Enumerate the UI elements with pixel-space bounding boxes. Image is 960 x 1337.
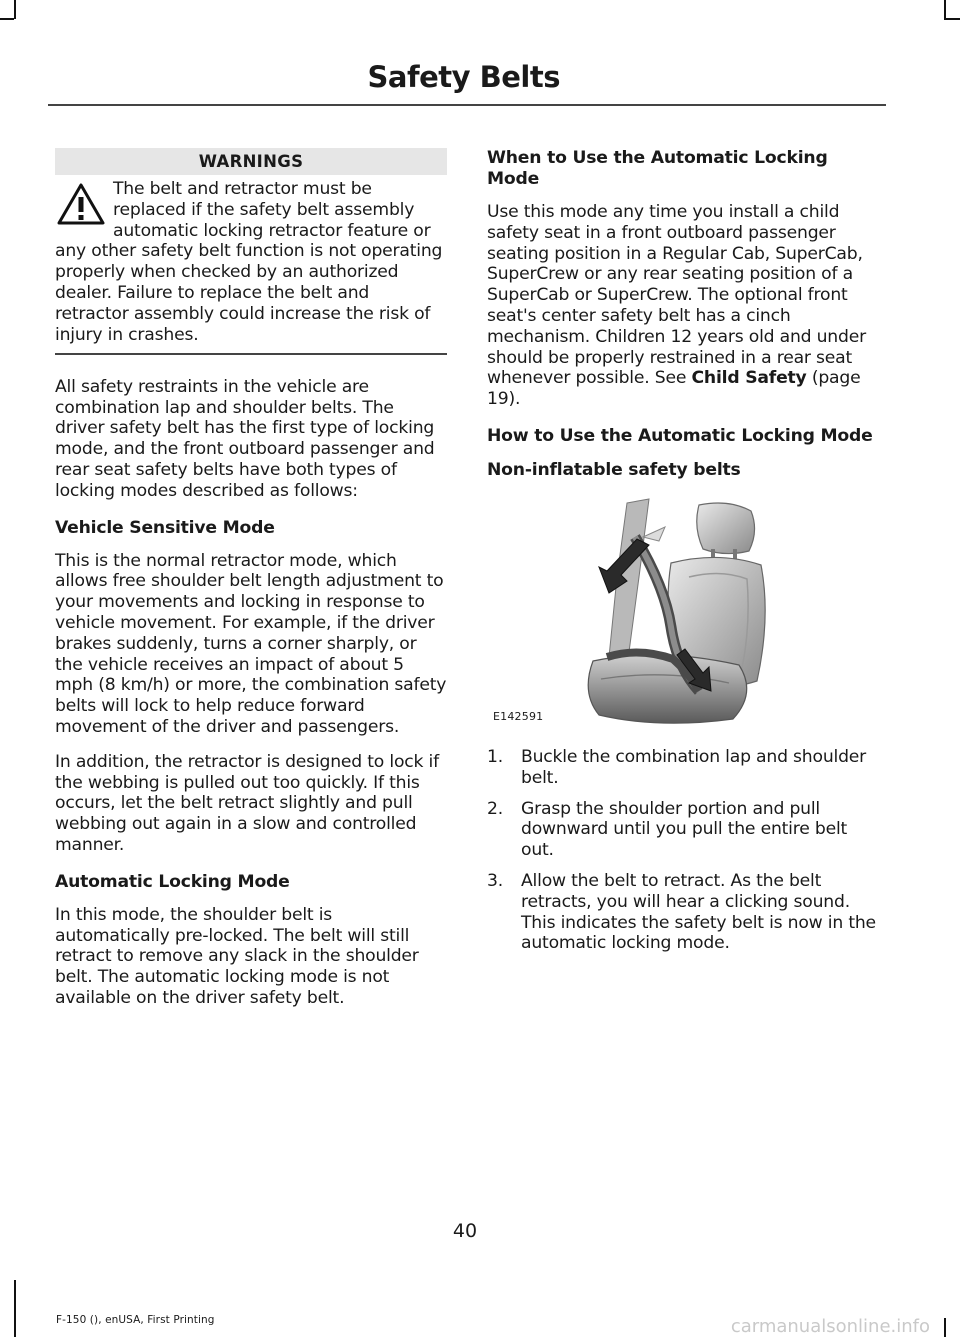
- crop-mark: [14, 0, 16, 19]
- page-number: 40: [452, 1220, 478, 1242]
- list-item: [487, 799, 880, 861]
- automatic-locking-heading: Automatic Locking Mode: [55, 871, 290, 892]
- figure-id: E142591: [493, 709, 544, 723]
- step-text: Allow the belt to retract. As the belt retracts, you will hear a clicking sound. This indicates the safety belt is now in the automatic locking mode.: [521, 870, 876, 954]
- seat-belt-figure: [489, 497, 777, 729]
- step-text: Grasp the shoulder portion and pull downward until you pull the entire belt out.: [521, 798, 848, 861]
- title-divider: [48, 104, 886, 106]
- warning-text: The belt and retractor must be replaced if the safety belt assembly automatic locking retractor feature or any other safety belt function is not operating properly when checked by an authorized dealer. Failure to replace the belt and retractor assembly could increase the risk of injury in crashes.: [55, 179, 443, 345]
- page-reference: (page 19).: [487, 368, 861, 410]
- warnings-heading: WARNINGS: [55, 148, 447, 175]
- when-to-use-text: Use this mode any time you install a child safety seat in a front outboard passenger seating position in a Regular Cab, SuperCab, SuperCrew or any rear seating position of a SuperCab or SuperCrew. The optional front seat's center safety belt has a cinch mechanism. Children 12 years old and under should be properly restrained in a rear seat whenever possible. See: [487, 202, 866, 389]
- crop-mark: [14, 1280, 16, 1337]
- vehicle-sensitive-paragraph-2: In addition, the retractor is designed to lock if the webbing is pulled out too quickly. If this occurs, let the belt retract slightly and pull webbing out again in a slow and controlled manner.: [55, 751, 439, 856]
- warning-box: [55, 179, 447, 355]
- vehicle-sensitive-paragraph-1: This is the normal retractor mode, which allows free shoulder belt length adjustment to your movements and locking in response to vehicle movement. For example, if the driver brakes suddenly, turns a corner sharply, or the vehicle receives an impact of about 5 mph (8 km/h) or more, the combination safety belts will lock to help reduce forward movement of the driver and passengers.: [55, 550, 447, 738]
- crop-mark: [944, 18, 960, 20]
- step-number: 3.: [487, 870, 503, 891]
- when-to-use-heading: When to Use the Automatic Locking Mode: [487, 148, 828, 189]
- page-title: Safety Belts: [367, 60, 560, 94]
- warning-triangle-icon: [55, 179, 107, 231]
- right-column: [487, 148, 880, 964]
- seat-illustration: [489, 497, 777, 729]
- list-item: [487, 871, 880, 954]
- left-column: [55, 148, 447, 1009]
- automatic-locking-paragraph: In this mode, the shoulder belt is automatically pre-locked. The belt will still retract to remove any slack in the shoulder belt. The automatic locking mode is not available on the driver safety belt.: [55, 904, 419, 1008]
- when-to-use-paragraph: [487, 202, 880, 410]
- crop-mark: [0, 18, 14, 20]
- steps-list: [487, 747, 880, 954]
- warning-divider: [55, 353, 447, 355]
- step-number: 2.: [487, 798, 503, 819]
- watermark: carmanualsonline.info: [730, 1316, 930, 1337]
- how-to-use-heading: How to Use the Automatic Locking Mode: [487, 425, 873, 446]
- step-text: Buckle the combination lap and shoulder belt.: [521, 746, 867, 788]
- crop-mark: [944, 1318, 946, 1337]
- footer-edition: F-150 (), enUSA, First Printing: [56, 1314, 215, 1326]
- step-number: 1.: [487, 746, 503, 767]
- crop-mark: [944, 0, 946, 19]
- non-inflatable-heading: Non-inflatable safety belts: [487, 459, 741, 480]
- list-item: [487, 747, 880, 789]
- intro-paragraph: All safety restraints in the vehicle are combination lap and shoulder belts. The driver safety belt has the first type of locking mode, and the front outboard passenger and rear seat safety belts have both types of locking modes described as follows:: [55, 376, 435, 501]
- child-safety-link[interactable]: Child Safety: [691, 368, 807, 389]
- vehicle-sensitive-heading: Vehicle Sensitive Mode: [55, 517, 275, 538]
